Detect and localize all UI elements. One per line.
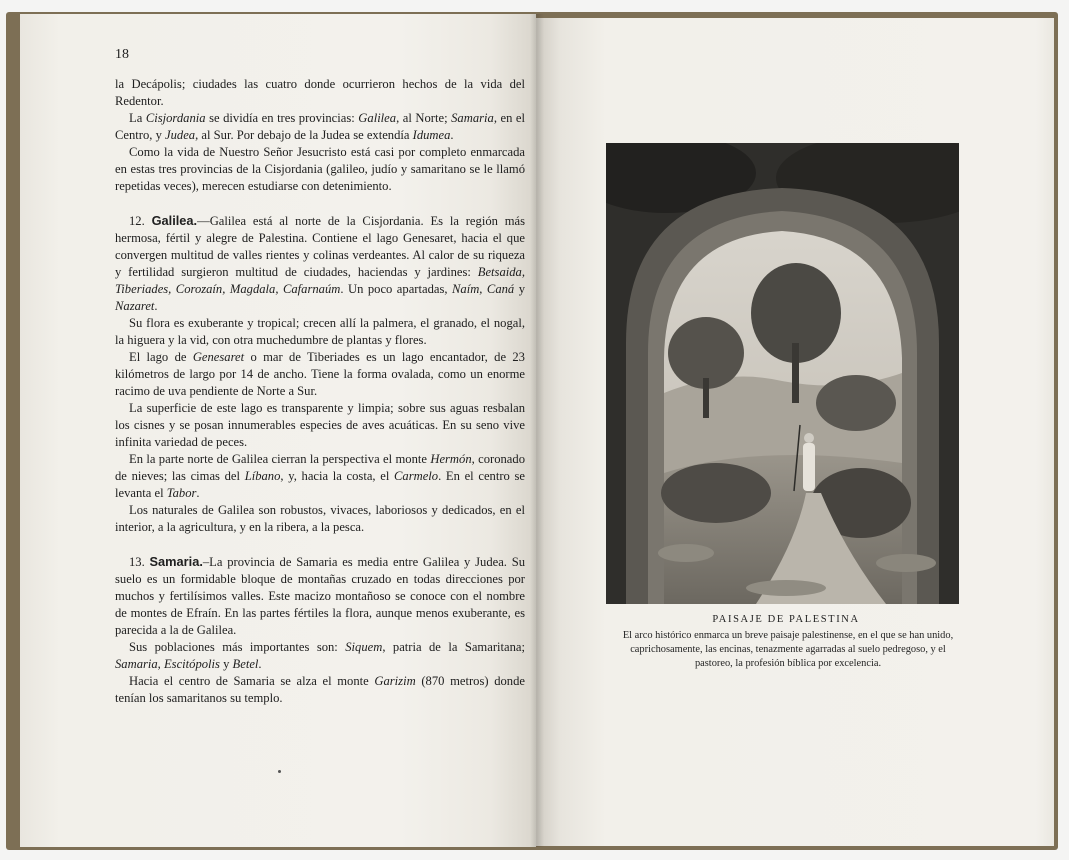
page-number: 18	[115, 47, 129, 62]
plate-caption: El arco histórico enmarca un breve paisaje palestinense, en el que se han unido, caprichosamente, las encinas, tenazmente agarradas al suelo pedregoso, y el pastoreo, la profesión bíblica por excelencia.	[622, 630, 954, 669]
section-heading: Samaria.	[149, 554, 203, 569]
ink-speck	[278, 770, 281, 773]
book-spine	[530, 14, 544, 847]
paragraph: Los naturales de Galilea son robustos, vivaces, laboriosos y dedicados, en el interior, a la agricultura, y en la ribera, a la pesca.	[115, 503, 525, 534]
paragraph: En la parte norte de Galilea cierran la perspectiva el monte Hermón, coronado de nieves; las cimas del Líbano, y, hacia la costa, el Carmelo. En el centro se levanta el Tabor.	[115, 452, 525, 500]
section-samaria: 13. Samaria.–La provincia de Samaria es media entre Galilea y Judea. Su suelo es un formidable bloque de montañas cruzado en todas direcciones por muchos y fertilísimos valles. Este macizo montañoso se conoce con el nombre de montes de Efraín. En las partes fértiles la flora, aunque menos exuberante, es parecida a la de Galilea.	[115, 554, 526, 637]
arch-landscape-photo	[606, 143, 959, 604]
paragraph: Como la vida de Nuestro Señor Jesucristo está casi por completo enmarcada en estas tres provincias de la Cisjordania (galileo, judío y samaritano se le llamó repetidas veces), merecen estudiarse con detenimiento.	[115, 145, 525, 193]
photo-plate	[606, 143, 959, 604]
section-galilea: 12. Galilea.—Galilea está al norte de la Cisjordania. Es la región más hermosa, fértil y alegre de Palestina. Contiene el lago Genesaret, hacia el que convergen multitud de valles rientes y colinas verdeantes. Al calor de su riqueza y fertilidad surgieron multitud de ciudades, haciendas y jardines: Betsaida, Tiberiades, Corozaín, Magdala, Cafarnaúm. Un poco apartadas, Naím, Caná y Nazaret.	[115, 213, 526, 313]
paragraph: la Decápolis; ciudades las cuatro donde ocurrieron hechos de la vida del Redentor.	[115, 77, 525, 108]
right-page	[536, 18, 1054, 846]
paragraph: La Cisjordania se dividía en tres provincias: Galilea, al Norte; Samaria, en el Centro, y Judea, al Sur. Por debajo de la Judea se extendía Idumea.	[115, 111, 526, 142]
text-column	[115, 76, 525, 707]
plate-title: PAISAJE DE PALESTINA	[712, 614, 860, 625]
paragraph: La superficie de este lago es transparente y limpia; sobre sus aguas resbalan los cisnes y se posan innumerables especies de aves acuáticas. En su seno vive infinita variedad de peces.	[115, 401, 525, 449]
section-heading: Galilea.	[151, 213, 198, 228]
paragraph: Su flora es exuberante y tropical; crecen allí la palmera, el granado, el nogal, la higuera y la vid, con otra muchedumbre de plantas y flores.	[115, 316, 525, 347]
left-page	[20, 14, 536, 847]
paragraph: El lago de Genesaret o mar de Tiberiades es un lago encantador, de 23 kilómetros de largo por 14 de ancho. Tiene la forma ovalada, como un enorme racimo de uva pendiente de Norte a Sur.	[115, 350, 525, 398]
paragraph: Sus poblaciones más importantes son: Siquem, patria de la Samaritana; Samaria, Escitópolis y Betel.	[115, 640, 525, 671]
paragraph: Hacia el centro de Samaria se alza el monte Garizim (870 metros) donde tenían los samaritanos su templo.	[115, 674, 525, 705]
